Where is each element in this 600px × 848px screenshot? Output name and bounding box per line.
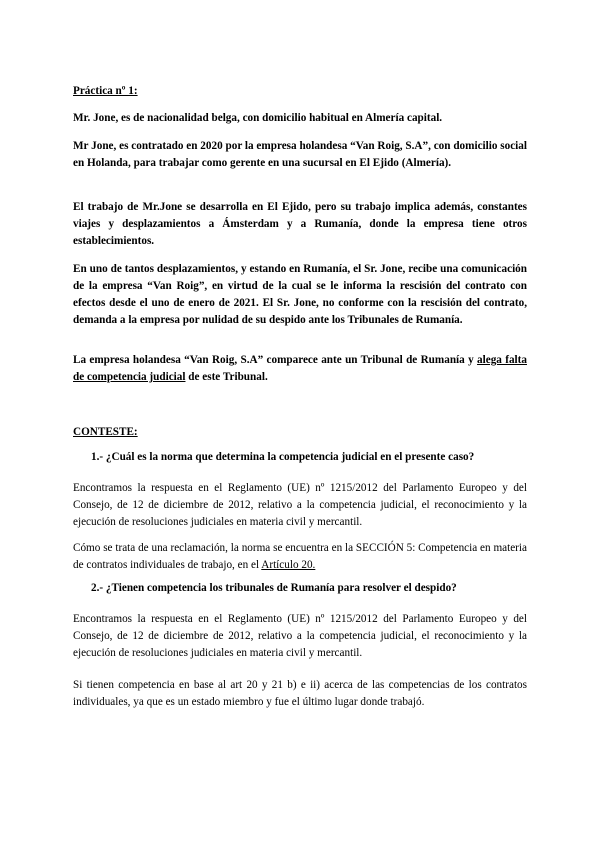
question-1: 1.- ¿Cuál es la norma que determina la competencia judicial en el presente caso? (91, 451, 475, 463)
answer-1-paragraph-2 (73, 540, 527, 574)
case-paragraph-5-underlined: alega falta de competencia judicial (73, 354, 527, 383)
question-2: 2.- ¿Tienen competencia los tribunales de Rumanía para resolver el despido? (91, 582, 457, 594)
case-paragraph-5-start: La empresa holandesa “Van Roig, S.A” comparece ante un Tribunal de Rumanía y (73, 354, 478, 366)
answer-1-paragraph-2-start: Cómo se trata de una reclamación, la norma se encuentra en la SECCIÓN 5: Competencia en materia de contratos individuales de trabajo, en el (73, 542, 527, 571)
page-title: Práctica nº 1: (73, 85, 138, 97)
answer-1-article-link: Artículo 20. (261, 559, 316, 571)
case-paragraph-5 (73, 352, 527, 386)
case-paragraph-1: Mr. Jone, es de nacionalidad belga, con domicilio habitual en Almería capital. (73, 112, 443, 124)
case-paragraph-5-end: de este Tribunal. (185, 371, 268, 383)
section-title: CONTESTE: (73, 426, 138, 438)
case-paragraph-2: Mr Jone, es contratado en 2020 por la empresa holandesa “Van Roig, S.A”, con domicilio social en Holanda, para trabajar como gerente en una sucursal en El Ejido (Almería). (73, 140, 527, 169)
answer-2-paragraph-1: Encontramos la respuesta en el Reglamento (UE) nº 1215/2012 del Parlamento Europeo y del Consejo, de 12 de diciembre de 2012, relativo a la competencia judicial, el reconocimiento y la ejecución de resoluciones judiciales en materia civil y mercantil. (73, 613, 527, 659)
case-paragraph-4: En uno de tantos desplazamientos, y estando en Rumanía, el Sr. Jone, recibe una comunicación de la empresa “Van Roig”, en virtud de la cual se le informa la rescisión del contrato con efectos desde el uno de enero de 2021. El Sr. Jone, no conforme con la rescisión del contrato, demanda a la empresa por nulidad de su despido ante los Tribunales de Rumanía. (73, 263, 527, 326)
case-paragraph-3: El trabajo de Mr.Jone se desarrolla en El Ejido, pero su trabajo implica además, constantes viajes y desplazamientos a Ámsterdam y a Rumanía, donde la empresa tiene otros establecimientos. (73, 201, 527, 247)
answer-2-paragraph-2: Si tienen competencia en base al art 20 y 21 b) e ii) acerca de las competencias de los contratos individuales, ya que es un estado miembro y fue el último lugar donde trabajó. (73, 679, 527, 708)
answer-1-paragraph-1: Encontramos la respuesta en el Reglamento (UE) nº 1215/2012 del Parlamento Europeo y del Consejo, de 12 de diciembre de 2012, relativo a la competencia judicial, el reconocimiento y la ejecución de resoluciones judiciales en materia civil y mercantil. (73, 482, 527, 528)
